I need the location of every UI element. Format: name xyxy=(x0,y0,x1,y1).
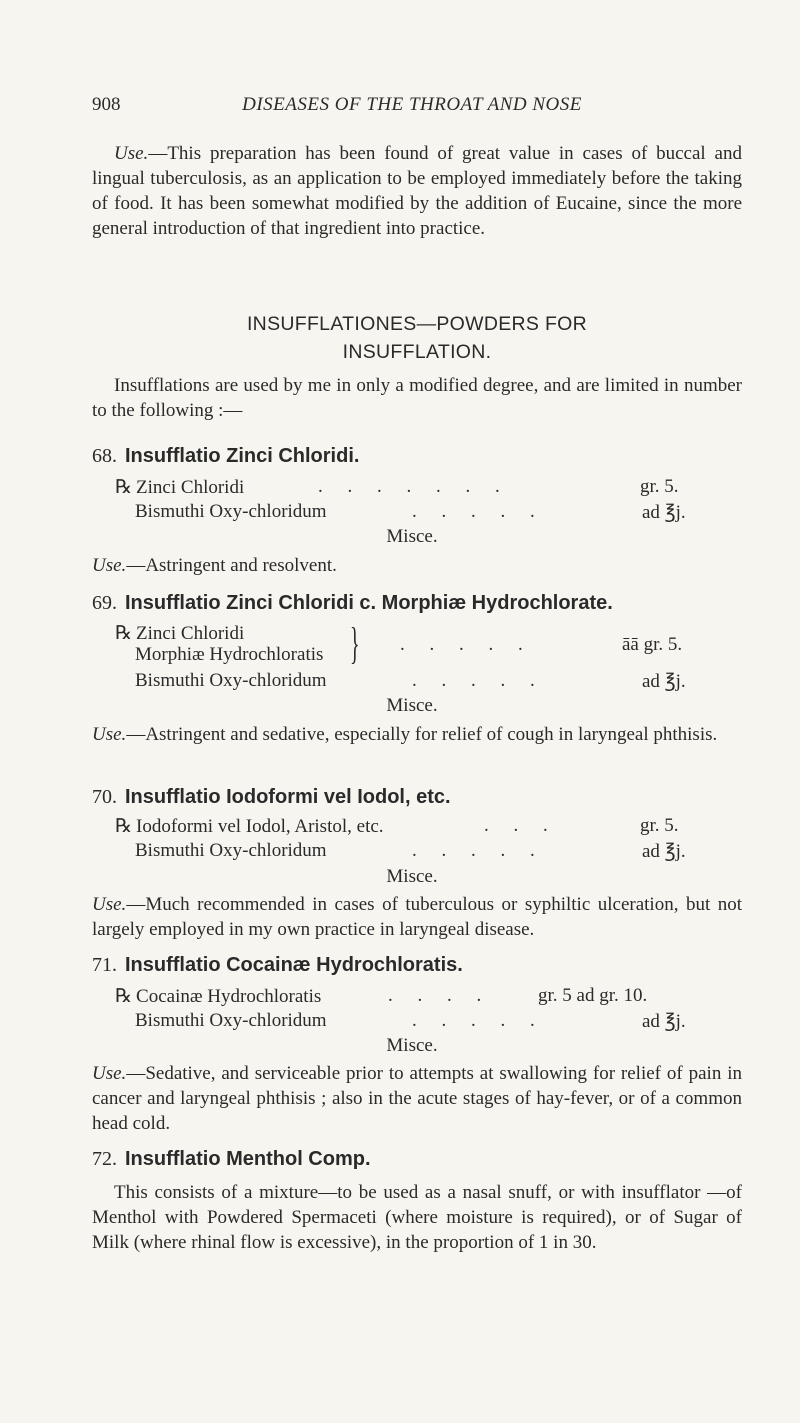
leader-dots: . . . . . . . xyxy=(318,476,510,497)
misce: Misce. xyxy=(386,1035,438,1056)
page-number: 908 xyxy=(92,94,121,115)
recipe-68-qty-1: gr. 5. xyxy=(640,476,679,497)
recipe-71-use: Use.—Sedative, and serviceable prior to attempts at swallowing for relief of pain in cancer and laryngeal phthisis ; also in the acute stages of hay-fever, or of a common head cold. xyxy=(92,1063,742,1134)
section-intro: Insufflations are used by me in only a modified degree, and are limited in number to the following :— xyxy=(92,375,742,421)
intro-paragraph: Use.—This preparation has been found of great value in cases of buccal and lingual tuberculosis, as an application to be employed immediately before the taking of food. It has been somewhat modified by the addition of Eucaine, since the more general introduction of that ingredient into practice. xyxy=(92,143,742,239)
rx-symbol: ℞ xyxy=(115,986,133,1007)
recipe-68-qty-2: ad ℥j. xyxy=(642,502,686,523)
leader-dots: . . . . . xyxy=(412,1010,545,1031)
running-header xyxy=(92,94,732,118)
recipe-71-title: 71. Insufflatio Cocainæ Hydrochloratis. xyxy=(92,954,463,976)
leader-dots: . . . . . xyxy=(412,840,545,861)
recipe-70-qty-2: ad ℥j. xyxy=(642,841,686,862)
rx-symbol: ℞ xyxy=(115,816,133,837)
misce: Misce. xyxy=(386,526,438,547)
recipe-69-line-1: ℞ Zinci Chloridi xyxy=(115,623,245,644)
recipe-71-qty-1: gr. 5 ad gr. 10. xyxy=(538,985,648,1006)
recipe-71-qty-2: ad ℥j. xyxy=(642,1011,686,1032)
recipe-70-title: 70. Insufflatio Iodoformi vel Iodol, etc. xyxy=(92,786,451,808)
running-title: DISEASES OF THE THROAT AND NOSE xyxy=(242,94,582,115)
section-heading: INSUFFLATIONES—POWDERS FOR INSUFFLATION. xyxy=(246,313,588,363)
leader-dots: . . . . xyxy=(388,985,492,1006)
recipe-68-line-1: ℞ Zinci Chloridi xyxy=(115,477,245,498)
recipe-69-qty-1: āā gr. 5. xyxy=(622,634,683,655)
recipe-68-line-2: Bismuthi Oxy-chloridum xyxy=(135,501,327,522)
leader-dots: . . . . . xyxy=(412,501,545,522)
leader-dots: . . . xyxy=(484,815,558,836)
recipe-70-line-1: ℞ Iodoformi vel Iodol, Aristol, etc. xyxy=(115,816,384,837)
recipe-71-line-1: ℞ Cocainæ Hydrochloratis xyxy=(115,986,322,1007)
rx-symbol: ℞ xyxy=(115,477,133,498)
recipe-69-line-3: Bismuthi Oxy-chloridum xyxy=(135,670,327,691)
misce: Misce. xyxy=(386,695,438,716)
recipe-69-line-2: Morphiæ Hydrochloratis xyxy=(135,644,324,665)
recipe-70-use: Use.—Much recommended in cases of tuberculous or syphiltic ulceration, but not largely employed in my own practice in laryngeal disease. xyxy=(92,894,742,940)
recipe-72-title: 72. Insufflatio Menthol Comp. xyxy=(92,1148,371,1170)
leader-dots: . . . . . xyxy=(400,634,533,655)
recipe-70-qty-1: gr. 5. xyxy=(640,815,679,836)
recipe-72-body: This consists of a mixture—to be used as a nasal snuff, or with insufflator —of Menthol with Powdered Spermaceti (where moisture is required), or of Sugar of Milk (where rhinal flow is excessive), in the proportion of 1 in 30. xyxy=(92,1182,742,1253)
brace: } xyxy=(350,619,360,668)
recipe-69-use: Use.—Astringent and sedative, especially for relief of cough in laryngeal phthisis. xyxy=(92,724,718,745)
recipe-68-use: Use.—Astringent and resolvent. xyxy=(92,555,337,576)
recipe-71-line-2: Bismuthi Oxy-chloridum xyxy=(135,1010,327,1031)
recipe-69-qty-2: ad ℥j. xyxy=(642,671,686,692)
recipe-70-line-2: Bismuthi Oxy-chloridum xyxy=(135,840,327,861)
rx-symbol: ℞ xyxy=(115,623,133,644)
leader-dots: . . . . . xyxy=(412,670,545,691)
recipe-69-title: 69. Insufflatio Zinci Chloridi c. Morphiæ Hydrochlorate. xyxy=(92,592,613,614)
misce: Misce. xyxy=(386,866,438,887)
recipe-68-title: 68. Insufflatio Zinci Chloridi. xyxy=(92,445,360,467)
